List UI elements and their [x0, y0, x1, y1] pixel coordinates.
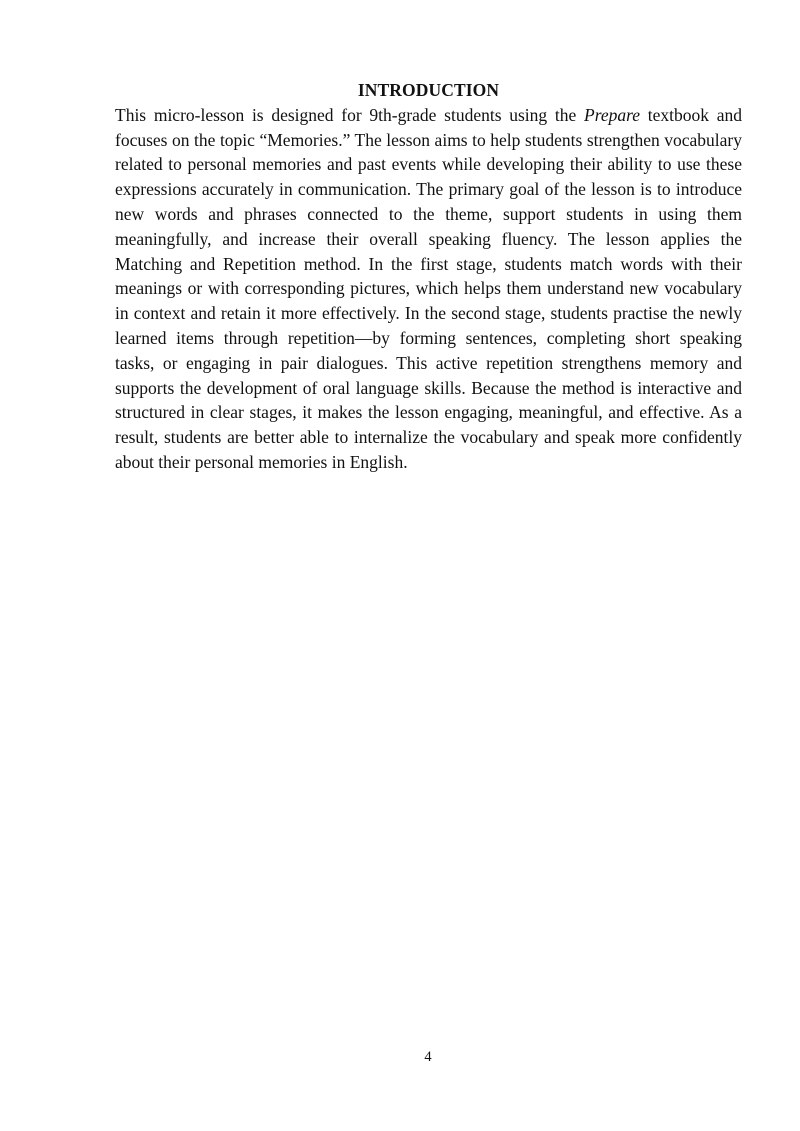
textbook-title: Prepare	[584, 104, 641, 125]
paragraph-text-rest: textbook and focuses on the topic “Memories.” The lesson aims to help students strengthen vocabulary related to personal memories and past events while developing their ability to use these expressions accurately in communication. The primary goal of the lesson is to introduce new words and phrases connected to the theme, support students in using them meaningfully, and increase their overall speaking fluency. The lesson applies the Matching and Repetition method. In the first stage, students match words with their meanings or with corresponding pictures, which helps them understand new vocabulary in context and retain it more effectively. In the second stage, students practise the newly learned items through repetition—by forming sentences, completing short speaking tasks, or engaging in pair dialogues. This active repetition strengthens memory and supports the development of oral language skills. Because the method is interactive and structured in clear stages, it makes the lesson engaging, meaningful, and effective. As a result, students are better able to internalize the vocabulary and speak more confidently about their personal memories in English.	[115, 104, 742, 472]
introduction-paragraph	[115, 103, 742, 475]
page-number: 4	[424, 1049, 432, 1065]
page-content	[115, 78, 742, 475]
paragraph-text-start: This micro-lesson is designed for 9th-grade students using the	[115, 104, 584, 125]
section-heading: INTRODUCTION	[357, 80, 500, 100]
